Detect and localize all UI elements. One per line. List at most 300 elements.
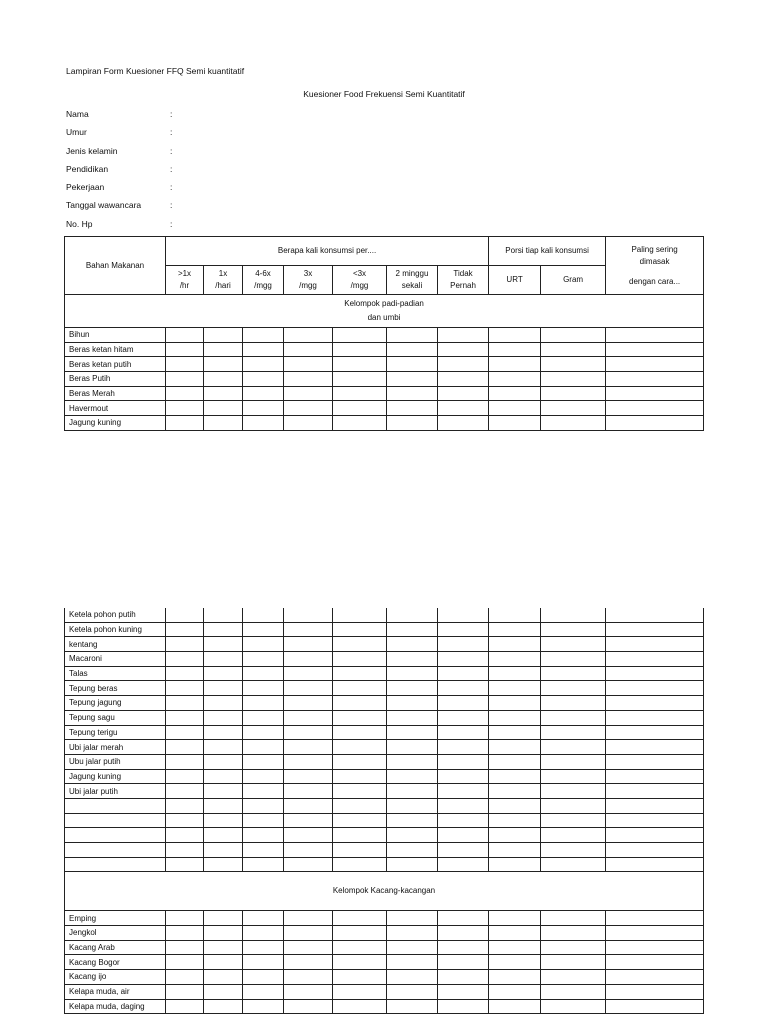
entry-cell[interactable] [204, 710, 243, 725]
entry-cell[interactable] [489, 608, 541, 622]
entry-cell[interactable] [65, 828, 166, 843]
entry-cell[interactable] [438, 357, 489, 372]
entry-cell[interactable] [438, 955, 489, 970]
entry-cell[interactable] [606, 784, 704, 799]
entry-cell[interactable] [606, 622, 704, 637]
entry-cell[interactable] [333, 386, 387, 401]
entry-cell[interactable] [204, 372, 243, 387]
entry-cell[interactable] [166, 622, 204, 637]
entry-cell[interactable] [387, 725, 438, 740]
entry-cell[interactable] [284, 637, 333, 652]
entry-cell[interactable] [243, 637, 284, 652]
entry-cell[interactable] [387, 342, 438, 357]
entry-cell[interactable] [333, 754, 387, 769]
entry-cell[interactable] [284, 681, 333, 696]
entry-cell[interactable] [387, 386, 438, 401]
entry-cell[interactable] [284, 342, 333, 357]
entry-cell[interactable] [333, 725, 387, 740]
entry-cell[interactable] [541, 622, 606, 637]
entry-cell[interactable] [387, 926, 438, 941]
entry-cell[interactable] [243, 666, 284, 681]
entry-cell[interactable] [387, 740, 438, 755]
entry-cell[interactable] [541, 940, 606, 955]
entry-cell[interactable] [204, 911, 243, 926]
entry-cell[interactable] [541, 740, 606, 755]
entry-cell[interactable] [243, 940, 284, 955]
entry-cell[interactable] [284, 828, 333, 843]
entry-cell[interactable] [243, 622, 284, 637]
entry-cell[interactable] [438, 416, 489, 431]
entry-cell[interactable] [243, 725, 284, 740]
entry-cell[interactable] [606, 769, 704, 784]
entry-cell[interactable] [166, 637, 204, 652]
entry-cell[interactable] [284, 999, 333, 1014]
entry-cell[interactable] [243, 911, 284, 926]
entry-cell[interactable] [541, 357, 606, 372]
entry-cell[interactable] [606, 342, 704, 357]
entry-cell[interactable] [333, 828, 387, 843]
entry-cell[interactable] [243, 372, 284, 387]
entry-cell[interactable] [166, 754, 204, 769]
entry-cell[interactable] [333, 798, 387, 813]
entry-cell[interactable] [541, 342, 606, 357]
entry-cell[interactable] [438, 999, 489, 1014]
entry-cell[interactable] [243, 754, 284, 769]
entry-cell[interactable] [284, 784, 333, 799]
entry-cell[interactable] [204, 926, 243, 941]
entry-cell[interactable] [333, 328, 387, 343]
entry-cell[interactable] [204, 740, 243, 755]
entry-cell[interactable] [438, 328, 489, 343]
entry-cell[interactable] [243, 608, 284, 622]
entry-cell[interactable] [606, 828, 704, 843]
entry-cell[interactable] [489, 754, 541, 769]
entry-cell[interactable] [333, 740, 387, 755]
entry-cell[interactable] [489, 666, 541, 681]
entry-cell[interactable] [489, 637, 541, 652]
entry-cell[interactable] [333, 970, 387, 985]
entry-cell[interactable] [284, 911, 333, 926]
entry-cell[interactable] [387, 328, 438, 343]
entry-cell[interactable] [284, 843, 333, 858]
entry-cell[interactable] [166, 710, 204, 725]
entry-cell[interactable] [333, 940, 387, 955]
entry-cell[interactable] [489, 386, 541, 401]
entry-cell[interactable] [438, 754, 489, 769]
entry-cell[interactable] [489, 940, 541, 955]
entry-cell[interactable] [166, 984, 204, 999]
entry-cell[interactable] [606, 926, 704, 941]
entry-cell[interactable] [333, 342, 387, 357]
entry-cell[interactable] [65, 857, 166, 872]
entry-cell[interactable] [489, 828, 541, 843]
entry-cell[interactable] [387, 769, 438, 784]
entry-cell[interactable] [541, 666, 606, 681]
entry-cell[interactable] [333, 710, 387, 725]
entry-cell[interactable] [541, 328, 606, 343]
entry-cell[interactable] [284, 386, 333, 401]
entry-cell[interactable] [489, 843, 541, 858]
entry-cell[interactable] [606, 328, 704, 343]
entry-cell[interactable] [166, 970, 204, 985]
entry-cell[interactable] [387, 843, 438, 858]
entry-cell[interactable] [166, 328, 204, 343]
entry-cell[interactable] [243, 696, 284, 711]
entry-cell[interactable] [243, 784, 284, 799]
entry-cell[interactable] [438, 843, 489, 858]
entry-cell[interactable] [387, 710, 438, 725]
entry-cell[interactable] [243, 828, 284, 843]
entry-cell[interactable] [204, 784, 243, 799]
entry-cell[interactable] [541, 784, 606, 799]
entry-cell[interactable] [489, 970, 541, 985]
entry-cell[interactable] [387, 666, 438, 681]
entry-cell[interactable] [387, 984, 438, 999]
entry-cell[interactable] [243, 769, 284, 784]
entry-cell[interactable] [204, 608, 243, 622]
entry-cell[interactable] [489, 999, 541, 1014]
entry-cell[interactable] [387, 784, 438, 799]
entry-cell[interactable] [284, 940, 333, 955]
entry-cell[interactable] [284, 725, 333, 740]
entry-cell[interactable] [243, 857, 284, 872]
entry-cell[interactable] [606, 813, 704, 828]
entry-cell[interactable] [204, 637, 243, 652]
entry-cell[interactable] [284, 710, 333, 725]
entry-cell[interactable] [166, 769, 204, 784]
entry-cell[interactable] [284, 357, 333, 372]
entry-cell[interactable] [333, 813, 387, 828]
entry-cell[interactable] [284, 955, 333, 970]
entry-cell[interactable] [606, 608, 704, 622]
entry-cell[interactable] [438, 926, 489, 941]
entry-cell[interactable] [541, 857, 606, 872]
entry-cell[interactable] [333, 652, 387, 667]
entry-cell[interactable] [606, 372, 704, 387]
entry-cell[interactable] [387, 911, 438, 926]
entry-cell[interactable] [541, 681, 606, 696]
entry-cell[interactable] [541, 372, 606, 387]
entry-cell[interactable] [333, 666, 387, 681]
entry-cell[interactable] [243, 681, 284, 696]
entry-cell[interactable] [333, 637, 387, 652]
entry-cell[interactable] [438, 984, 489, 999]
entry-cell[interactable] [284, 622, 333, 637]
entry-cell[interactable] [204, 622, 243, 637]
entry-cell[interactable] [333, 622, 387, 637]
entry-cell[interactable] [243, 710, 284, 725]
entry-cell[interactable] [489, 681, 541, 696]
entry-cell[interactable] [541, 926, 606, 941]
entry-cell[interactable] [333, 784, 387, 799]
entry-cell[interactable] [166, 940, 204, 955]
entry-cell[interactable] [606, 740, 704, 755]
entry-cell[interactable] [166, 798, 204, 813]
entry-cell[interactable] [333, 911, 387, 926]
entry-cell[interactable] [606, 970, 704, 985]
entry-cell[interactable] [387, 798, 438, 813]
entry-cell[interactable] [243, 401, 284, 416]
entry-cell[interactable] [541, 696, 606, 711]
entry-cell[interactable] [606, 386, 704, 401]
entry-cell[interactable] [333, 857, 387, 872]
entry-cell[interactable] [166, 911, 204, 926]
entry-cell[interactable] [438, 784, 489, 799]
entry-cell[interactable] [243, 813, 284, 828]
entry-cell[interactable] [333, 999, 387, 1014]
entry-cell[interactable] [204, 798, 243, 813]
entry-cell[interactable] [166, 740, 204, 755]
entry-cell[interactable] [166, 666, 204, 681]
entry-cell[interactable] [606, 652, 704, 667]
entry-cell[interactable] [387, 999, 438, 1014]
entry-cell[interactable] [204, 999, 243, 1014]
entry-cell[interactable] [204, 328, 243, 343]
entry-cell[interactable] [204, 940, 243, 955]
entry-cell[interactable] [284, 401, 333, 416]
entry-cell[interactable] [489, 622, 541, 637]
entry-cell[interactable] [387, 970, 438, 985]
entry-cell[interactable] [333, 681, 387, 696]
entry-cell[interactable] [333, 843, 387, 858]
entry-cell[interactable] [243, 328, 284, 343]
entry-cell[interactable] [243, 652, 284, 667]
entry-cell[interactable] [606, 911, 704, 926]
entry-cell[interactable] [438, 342, 489, 357]
entry-cell[interactable] [166, 828, 204, 843]
entry-cell[interactable] [438, 940, 489, 955]
entry-cell[interactable] [166, 999, 204, 1014]
entry-cell[interactable] [541, 798, 606, 813]
entry-cell[interactable] [204, 984, 243, 999]
entry-cell[interactable] [387, 622, 438, 637]
entry-cell[interactable] [541, 769, 606, 784]
entry-cell[interactable] [387, 416, 438, 431]
entry-cell[interactable] [166, 401, 204, 416]
entry-cell[interactable] [606, 999, 704, 1014]
entry-cell[interactable] [606, 843, 704, 858]
entry-cell[interactable] [204, 652, 243, 667]
entry-cell[interactable] [166, 416, 204, 431]
entry-cell[interactable] [541, 970, 606, 985]
entry-cell[interactable] [541, 955, 606, 970]
entry-cell[interactable] [438, 740, 489, 755]
entry-cell[interactable] [606, 357, 704, 372]
entry-cell[interactable] [489, 740, 541, 755]
entry-cell[interactable] [438, 637, 489, 652]
entry-cell[interactable] [438, 857, 489, 872]
entry-cell[interactable] [166, 784, 204, 799]
entry-cell[interactable] [438, 401, 489, 416]
entry-cell[interactable] [284, 416, 333, 431]
entry-cell[interactable] [204, 681, 243, 696]
entry-cell[interactable] [606, 940, 704, 955]
entry-cell[interactable] [204, 386, 243, 401]
entry-cell[interactable] [284, 754, 333, 769]
entry-cell[interactable] [438, 911, 489, 926]
entry-cell[interactable] [438, 725, 489, 740]
entry-cell[interactable] [243, 955, 284, 970]
entry-cell[interactable] [204, 754, 243, 769]
entry-cell[interactable] [489, 784, 541, 799]
entry-cell[interactable] [387, 696, 438, 711]
entry-cell[interactable] [438, 372, 489, 387]
entry-cell[interactable] [438, 652, 489, 667]
entry-cell[interactable] [284, 328, 333, 343]
entry-cell[interactable] [204, 357, 243, 372]
entry-cell[interactable] [387, 608, 438, 622]
entry-cell[interactable] [65, 813, 166, 828]
entry-cell[interactable] [204, 666, 243, 681]
entry-cell[interactable] [541, 608, 606, 622]
entry-cell[interactable] [489, 357, 541, 372]
entry-cell[interactable] [284, 984, 333, 999]
entry-cell[interactable] [204, 970, 243, 985]
entry-cell[interactable] [166, 681, 204, 696]
entry-cell[interactable] [333, 926, 387, 941]
entry-cell[interactable] [387, 401, 438, 416]
entry-cell[interactable] [166, 357, 204, 372]
entry-cell[interactable] [489, 342, 541, 357]
entry-cell[interactable] [438, 622, 489, 637]
entry-cell[interactable] [541, 754, 606, 769]
entry-cell[interactable] [606, 984, 704, 999]
entry-cell[interactable] [284, 769, 333, 784]
entry-cell[interactable] [387, 357, 438, 372]
entry-cell[interactable] [489, 926, 541, 941]
entry-cell[interactable] [204, 857, 243, 872]
entry-cell[interactable] [438, 828, 489, 843]
entry-cell[interactable] [333, 608, 387, 622]
entry-cell[interactable] [489, 416, 541, 431]
entry-cell[interactable] [606, 857, 704, 872]
entry-cell[interactable] [438, 608, 489, 622]
entry-cell[interactable] [387, 813, 438, 828]
entry-cell[interactable] [284, 608, 333, 622]
entry-cell[interactable] [387, 652, 438, 667]
entry-cell[interactable] [204, 769, 243, 784]
entry-cell[interactable] [489, 401, 541, 416]
entry-cell[interactable] [489, 652, 541, 667]
entry-cell[interactable] [489, 710, 541, 725]
entry-cell[interactable] [65, 843, 166, 858]
entry-cell[interactable] [387, 754, 438, 769]
entry-cell[interactable] [606, 637, 704, 652]
entry-cell[interactable] [166, 696, 204, 711]
entry-cell[interactable] [166, 342, 204, 357]
entry-cell[interactable] [284, 666, 333, 681]
entry-cell[interactable] [541, 828, 606, 843]
entry-cell[interactable] [243, 416, 284, 431]
entry-cell[interactable] [606, 416, 704, 431]
entry-cell[interactable] [65, 798, 166, 813]
entry-cell[interactable] [284, 372, 333, 387]
entry-cell[interactable] [166, 386, 204, 401]
entry-cell[interactable] [166, 955, 204, 970]
entry-cell[interactable] [387, 955, 438, 970]
entry-cell[interactable] [166, 857, 204, 872]
entry-cell[interactable] [541, 637, 606, 652]
entry-cell[interactable] [284, 798, 333, 813]
entry-cell[interactable] [541, 999, 606, 1014]
entry-cell[interactable] [166, 608, 204, 622]
entry-cell[interactable] [489, 328, 541, 343]
entry-cell[interactable] [489, 857, 541, 872]
entry-cell[interactable] [204, 342, 243, 357]
entry-cell[interactable] [243, 984, 284, 999]
entry-cell[interactable] [606, 696, 704, 711]
entry-cell[interactable] [438, 798, 489, 813]
entry-cell[interactable] [387, 372, 438, 387]
entry-cell[interactable] [166, 372, 204, 387]
entry-cell[interactable] [541, 843, 606, 858]
entry-cell[interactable] [541, 401, 606, 416]
entry-cell[interactable] [284, 740, 333, 755]
entry-cell[interactable] [204, 725, 243, 740]
entry-cell[interactable] [438, 386, 489, 401]
entry-cell[interactable] [541, 984, 606, 999]
entry-cell[interactable] [541, 652, 606, 667]
entry-cell[interactable] [284, 813, 333, 828]
entry-cell[interactable] [606, 401, 704, 416]
entry-cell[interactable] [541, 911, 606, 926]
entry-cell[interactable] [438, 681, 489, 696]
entry-cell[interactable] [243, 357, 284, 372]
entry-cell[interactable] [333, 357, 387, 372]
entry-cell[interactable] [438, 696, 489, 711]
entry-cell[interactable] [489, 955, 541, 970]
entry-cell[interactable] [284, 652, 333, 667]
entry-cell[interactable] [606, 710, 704, 725]
entry-cell[interactable] [387, 940, 438, 955]
entry-cell[interactable] [541, 813, 606, 828]
entry-cell[interactable] [166, 725, 204, 740]
entry-cell[interactable] [333, 401, 387, 416]
entry-cell[interactable] [204, 416, 243, 431]
entry-cell[interactable] [489, 813, 541, 828]
entry-cell[interactable] [387, 828, 438, 843]
entry-cell[interactable] [333, 955, 387, 970]
entry-cell[interactable] [204, 696, 243, 711]
entry-cell[interactable] [204, 955, 243, 970]
entry-cell[interactable] [606, 754, 704, 769]
entry-cell[interactable] [438, 710, 489, 725]
entry-cell[interactable] [204, 401, 243, 416]
entry-cell[interactable] [541, 416, 606, 431]
entry-cell[interactable] [166, 843, 204, 858]
entry-cell[interactable] [166, 926, 204, 941]
entry-cell[interactable] [606, 955, 704, 970]
entry-cell[interactable] [204, 813, 243, 828]
entry-cell[interactable] [284, 857, 333, 872]
entry-cell[interactable] [284, 926, 333, 941]
entry-cell[interactable] [243, 970, 284, 985]
entry-cell[interactable] [541, 710, 606, 725]
entry-cell[interactable] [606, 798, 704, 813]
entry-cell[interactable] [284, 970, 333, 985]
entry-cell[interactable] [284, 696, 333, 711]
entry-cell[interactable] [333, 769, 387, 784]
entry-cell[interactable] [243, 926, 284, 941]
entry-cell[interactable] [333, 372, 387, 387]
entry-cell[interactable] [387, 681, 438, 696]
entry-cell[interactable] [333, 416, 387, 431]
entry-cell[interactable] [387, 857, 438, 872]
entry-cell[interactable] [489, 725, 541, 740]
entry-cell[interactable] [243, 740, 284, 755]
entry-cell[interactable] [438, 970, 489, 985]
entry-cell[interactable] [489, 769, 541, 784]
